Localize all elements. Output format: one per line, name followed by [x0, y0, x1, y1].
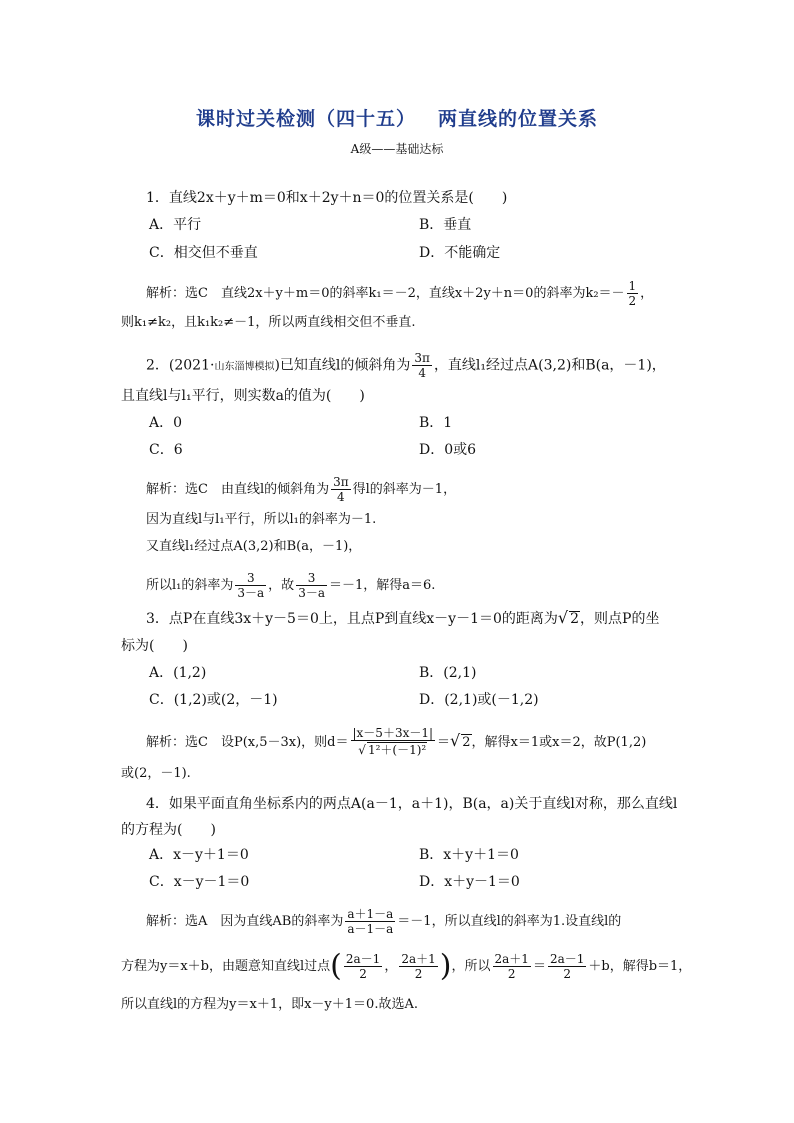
q4-option-c: C．x－y－1＝0 [149, 874, 250, 890]
q2-solution-line3: 又直线l₁经过点A(3,2)和B(a，－1)， [146, 539, 362, 554]
q2-solution-line1: 解析：选C 由直线l的倾斜角为 $\frac{3\pi}{4}$ 得l的斜率为－1， [146, 475, 457, 504]
q3-option-b: B．(2,1) [419, 665, 477, 681]
q1-solution-line1: 解析：选C 直线2x＋y＋m＝0的斜率k₁＝－2，直线x＋2y＋n＝0的斜率为k₂＝－ $\frac{1}{2}$ ， [146, 279, 654, 308]
q2-source: 山东淄博模拟 [214, 361, 275, 373]
level-heading: A级——基础达标 [350, 142, 444, 156]
q4-option-b: B．x＋y＋1＝0 [419, 847, 519, 863]
q1-option-a: A．平行 [149, 217, 202, 233]
q3-option-d: D．(2,1)或(－1,2) [419, 692, 539, 708]
q2-stem-line1: 2．(2021·山东淄博模拟)已知直线l的倾斜角为 $\frac{3\pi}{4}$ ，直线l₁经过点A(3,2)和B(a，－1)， [146, 351, 666, 380]
q1-slope-fraction: $\frac{1}{2}$ [628, 279, 637, 308]
q3-solution-line1: 解析：选C 设P(x,5－3x)，则d＝ $\frac{|x-5+3x-1|}{\text{√ 1²＋(－1)²}}$ ＝√ 2，解得x＝1或x＝2，故P(1,2) [146, 726, 647, 757]
q2-option-c: C．6 [149, 442, 183, 458]
q4-stem-line1: 4．如果平面直角坐标系内的两点A(a－1，a＋1)，B(a，a)关于直线l对称，那么直线l [146, 796, 678, 812]
q1-stem: 1．直线2x＋y＋m＝0和x＋2y＋n＝0的位置关系是( ) [146, 190, 508, 206]
q2-solution-line4: 所以l₁的斜率为 $\frac{3}{3-a}$ ，故 $\frac{3}{3-a}$ ＝－1，解得a＝6. [146, 571, 436, 600]
q2-option-a: A．0 [149, 415, 183, 431]
q3-stem-line1: 3．点P在直线3x＋y－5＝0上，且点P到直线x－y－1＝0的距离为√ 2，则点P的坐 [146, 608, 660, 627]
q2-option-d: D．0或6 [419, 442, 477, 458]
q2-option-b: B．1 [419, 415, 453, 431]
q3-distance-fraction: $\frac{|x-5+3x-1|}{\text{√ 1²＋(－1)²}}$ [352, 726, 434, 757]
q1-option-d: D．不能确定 [419, 245, 501, 261]
q1-solution-line2: 则k₁≠k₂，且k₁k₂≠－1，所以两直线相交但不垂直. [121, 315, 416, 330]
q3-stem-line2: 标为( ) [121, 638, 188, 654]
q4-option-d: D．x＋y－1＝0 [419, 874, 520, 890]
q4-solution-line2: 方程为y＝x＋b，由题意知直线l过点( $\frac{2a-1}{2}$ ， $\frac{2a+1}{2}$ )，所以 $\frac{2a+1}{2}$ ＝ $\frac{2a-1}{2}$ ＋b，解得b＝1， [121, 948, 692, 984]
q3-solution-line2: 或(2，－1). [121, 766, 191, 781]
q4-stem-line2: 的方程为( ) [121, 822, 216, 838]
page-title [0, 104, 794, 131]
q2-stem-line2: 且直线l与l₁平行，则实数a的值为( ) [121, 388, 365, 404]
q1-option-c: C．相交但不垂直 [149, 245, 258, 261]
q4-slope-fraction: $\frac{a+1-a}{a-1-a}$ [347, 907, 394, 936]
q1-option-b: B．垂直 [419, 217, 472, 233]
q4-option-a: A．x－y＋1＝0 [149, 847, 249, 863]
q3-option-c: C．(1,2)或(2，－1) [149, 692, 278, 708]
q4-solution-line1: 解析：选A 因为直线AB的斜率为 $\frac{a+1-a}{a-1-a}$ ＝－1，所以直线l的斜率为1.设直线l的 [146, 907, 622, 936]
q2-solution-line2: 因为直线l与l₁平行，所以l₁的斜率为－1. [146, 512, 377, 527]
title-topic: 两直线的位置关系 [438, 108, 599, 130]
title-main: 课时过关检测（四十五） [195, 108, 416, 130]
q3-option-a: A．(1,2) [149, 665, 207, 681]
q4-solution-line3: 所以直线l的方程为y＝x＋1，即x－y＋1＝0.故选A. [121, 997, 418, 1012]
q2-angle-fraction: $\frac{3\pi}{4}$ [414, 351, 430, 380]
